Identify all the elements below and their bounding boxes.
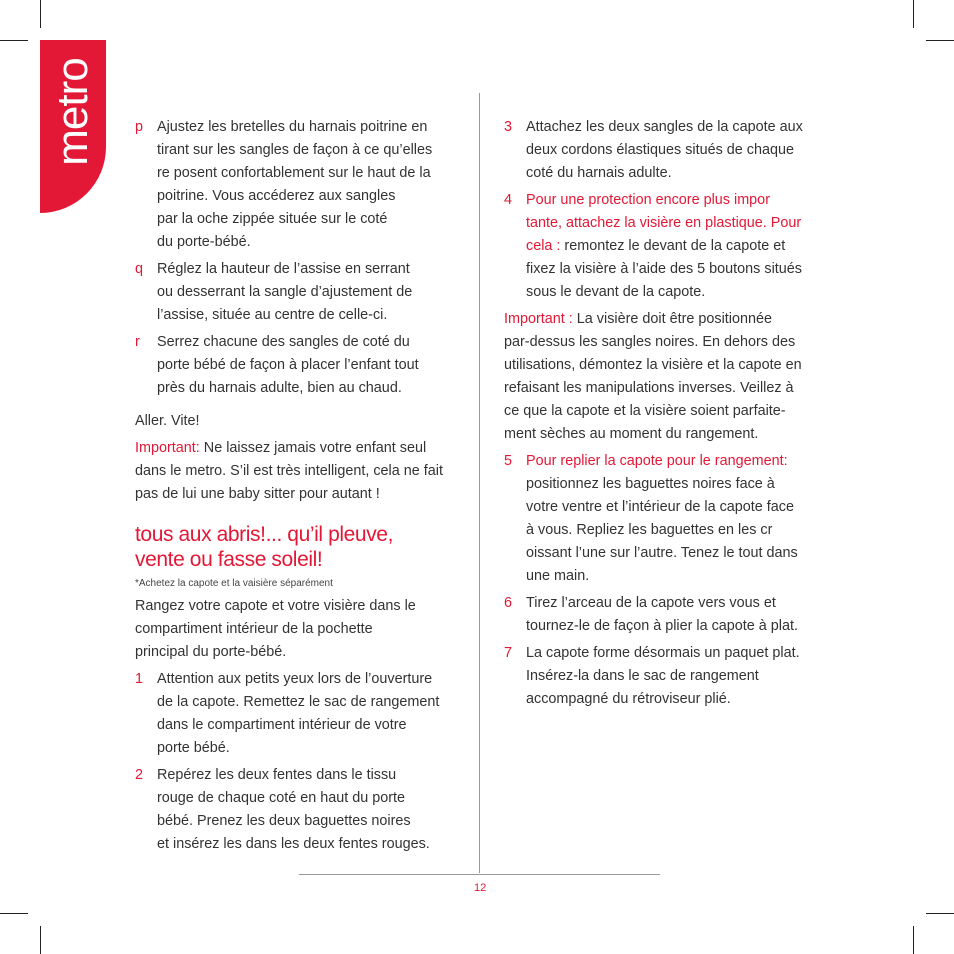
- list-marker: 1: [135, 671, 144, 687]
- text-line: de la capote. Remettez le sac de rangement: [157, 694, 440, 710]
- text-line: Tirez l’arceau de la capote vers vous et: [526, 595, 776, 611]
- text-line: à vous. Repliez les baguettes en les cr: [526, 522, 773, 538]
- text-line: rouge de chaque coté en haut du porte: [157, 790, 406, 806]
- text-line: ou desserrant la sangle d’ajustement de: [157, 284, 413, 300]
- text-line: accompagné du rétroviseur plié.: [526, 691, 731, 707]
- text-line: ce que la capote et la visière soient parfaite-: [504, 403, 786, 419]
- text-line: tirant sur les sangles de façon à ce qu’elles: [157, 142, 433, 158]
- list-item: [504, 592, 816, 638]
- text-line: tournez-le de façon à plier la capote à plat.: [526, 618, 798, 634]
- important-label: Important :: [504, 311, 573, 327]
- text-line: La capote forme désormais un paquet plat.: [526, 645, 800, 661]
- text-line: Attachez les deux sangles de la capote aux: [526, 119, 803, 135]
- text-line: coté du harnais adulte.: [526, 165, 672, 181]
- text-line: Insérez-la dans le sac de rangement: [526, 668, 759, 684]
- list-marker: 3: [504, 119, 513, 135]
- list-item: [135, 668, 460, 760]
- text-line: par la oche zippée située sur le coté: [157, 211, 388, 227]
- text-line: Serrez chacune des sangles de coté du: [157, 334, 410, 350]
- text-line: tante, attachez la visière en plastique. Pour: [526, 215, 802, 231]
- column-divider: [479, 93, 480, 873]
- crop-mark: [926, 913, 954, 914]
- text-line: Pour replier la capote pour le rangement:: [526, 453, 788, 469]
- text-line: Rangez votre capote et votre visière dans le: [135, 598, 416, 614]
- footer-rule: [299, 874, 660, 875]
- list-item: [135, 258, 460, 327]
- list-item: [504, 116, 816, 185]
- text-line: oissant l’une sur l’autre. Tenez le tout dans: [526, 545, 798, 561]
- aller-line: Aller. Vite!: [135, 413, 200, 429]
- text-line: poitrine. Vous accéderez aux sangles: [157, 188, 396, 204]
- text-line: deux cordons élastiques situés de chaque: [526, 142, 795, 158]
- text-line: et insérez les dans les deux fentes rouges.: [157, 836, 430, 852]
- page-number: 12: [474, 882, 487, 894]
- section-heading: [135, 522, 460, 572]
- crop-mark: [0, 913, 28, 914]
- text-line: dans le compartiment intérieur de votre: [157, 717, 407, 733]
- heading-line: vente ou fasse soleil!: [135, 548, 323, 571]
- text-line: Ajustez les bretelles du harnais poitrine en: [157, 119, 428, 135]
- text-line: principal du porte-bébé.: [135, 644, 287, 660]
- list-item: [135, 331, 460, 400]
- list-marker: p: [135, 119, 144, 135]
- important-note: [135, 437, 460, 506]
- text-line: votre ventre et l’intérieur de la capote face: [526, 499, 794, 515]
- text-line: pas de lui une baby sitter pour autant !: [135, 486, 380, 502]
- list-marker: 7: [504, 645, 513, 661]
- footnote: *Achetez la capote et la vaisière séparément: [135, 578, 333, 589]
- text-line: une main.: [526, 568, 590, 584]
- text-line: Réglez la hauteur de l’assise en serrant: [157, 261, 410, 277]
- text-line: porte bébé de façon à placer l’enfant tout: [157, 357, 419, 373]
- list-marker: q: [135, 261, 144, 277]
- heading-line: tous aux abris!... qu’il pleuve,: [135, 523, 394, 546]
- text-line: Attention aux petits yeux lors de l’ouverture: [157, 671, 433, 687]
- text-line: sous le devant de la capote.: [526, 284, 706, 300]
- list-marker: r: [135, 334, 140, 350]
- list-item: [135, 116, 460, 254]
- text-line: Repérez les deux fentes dans le tissu: [157, 767, 397, 783]
- text-fragment: La visière doit être positionnée: [572, 311, 772, 327]
- text-line: près du harnais adulte, bien au chaud.: [157, 380, 402, 396]
- text-line: dans le metro. S’il est très intelligent, cela ne fait: [135, 463, 443, 479]
- text-line: fixez la visière à l’aide des 5 boutons situés: [526, 261, 802, 277]
- crop-mark: [40, 0, 41, 28]
- text-line: refaisant les manipulations inverses. Veillez à: [504, 380, 794, 396]
- text-line: l’assise, située au centre de celle-ci.: [157, 307, 388, 323]
- important-note: [504, 308, 816, 446]
- list-item: [135, 764, 460, 856]
- right-column: [504, 116, 816, 715]
- intro-paragraph: [135, 595, 460, 664]
- list-item: [504, 189, 816, 304]
- list-marker: 6: [504, 595, 513, 611]
- text-line: positionnez les baguettes noires face à: [526, 476, 775, 492]
- text-line: bébé. Prenez les deux baguettes noires: [157, 813, 411, 829]
- text-fragment: cela :: [526, 238, 561, 254]
- brand-tab-label: metro: [48, 58, 97, 166]
- left-column: [135, 116, 460, 860]
- crop-mark: [40, 926, 41, 954]
- text-line: porte bébé.: [157, 740, 230, 756]
- text-line: re posent confortablement sur le haut de la: [157, 165, 431, 181]
- list-marker: 4: [504, 192, 513, 208]
- list-item: [504, 450, 816, 588]
- text-line: ment sèches au moment du rangement.: [504, 426, 759, 442]
- list-marker: 2: [135, 767, 144, 783]
- crop-mark: [913, 0, 914, 28]
- important-label: Important:: [135, 440, 200, 456]
- text-fragment: remontez le devant de la capote et: [560, 238, 786, 254]
- list-marker: 5: [504, 453, 513, 469]
- crop-mark: [926, 40, 954, 41]
- text-line: utilisations, démontez la visière et la capote en: [504, 357, 802, 373]
- list-item: [504, 642, 816, 711]
- text-line: par-dessus les sangles noires. En dehors des: [504, 334, 796, 350]
- text-line: compartiment intérieur de la pochette: [135, 621, 373, 637]
- crop-mark: [913, 926, 914, 954]
- text-line: Ne laissez jamais votre enfant seul: [199, 440, 427, 456]
- text-line: Pour une protection encore plus impor: [526, 192, 770, 208]
- crop-mark: [0, 40, 28, 41]
- text-line: du porte-bébé.: [157, 234, 251, 250]
